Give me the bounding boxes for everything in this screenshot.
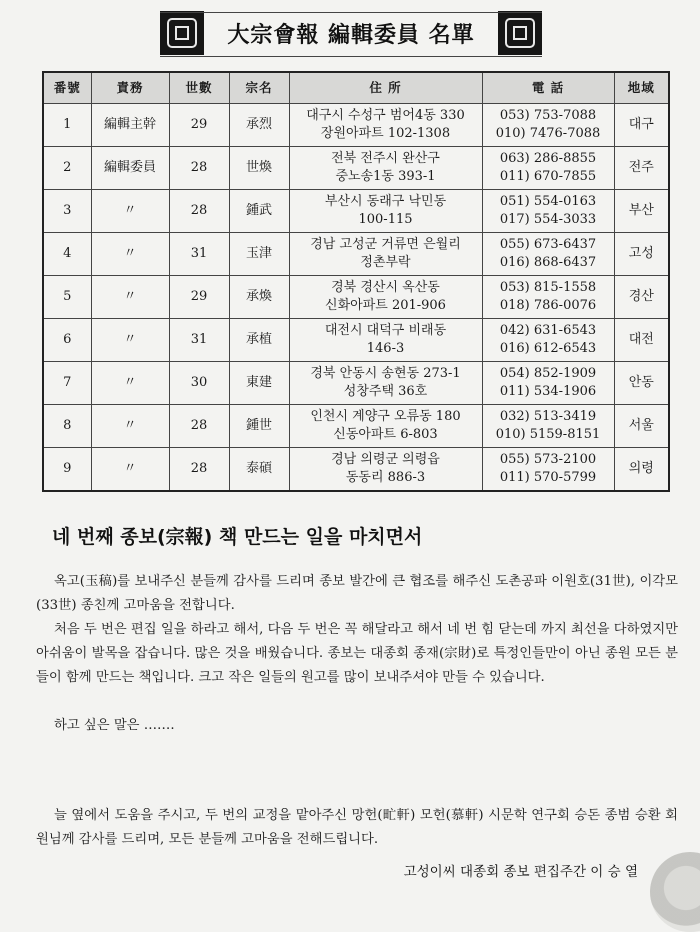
- cell-generation: 31: [169, 319, 229, 362]
- cell-generation: 31: [169, 233, 229, 276]
- header-generation: 世數: [169, 72, 229, 104]
- cell-address-line-1: 경남 의령군 의령읍: [331, 452, 440, 467]
- cell-address-line-1: 전북 전주시 완산구: [331, 151, 440, 166]
- cell-number: 8: [43, 405, 91, 448]
- cell-generation: 30: [169, 362, 229, 405]
- cell-number: 9: [43, 448, 91, 492]
- cell-region: 대구: [614, 104, 669, 147]
- cell-clan-name: 玉津: [229, 233, 289, 276]
- cell-address: [289, 448, 482, 492]
- cell-address: [289, 362, 482, 405]
- article-paragraph-4-text: 늘 옆에서 도움을 주시고, 두 번의 교정을 맡아주신 망헌(甿軒) 모헌(慕軒) 시문학 연구회 승돈 종범 승환 회원님께 감사를 드리며, 모든 분들께 고마움을 전해드립니다.: [36, 808, 678, 847]
- cell-phone-line-2: 011) 670-7855: [499, 169, 597, 184]
- table-row: [43, 104, 669, 147]
- cell-role: 〃: [91, 276, 169, 319]
- cell-phone-line-1: 054) 852-1909: [499, 366, 597, 381]
- cell-role: 編輯主幹: [91, 104, 169, 147]
- cell-address: [289, 405, 482, 448]
- cell-phone-line-2: 010) 7476-7088: [495, 126, 601, 141]
- cell-region: 경산: [614, 276, 669, 319]
- cell-address-line-2: 장원아파트 102-1308: [320, 126, 451, 141]
- article-title: 네 번째 종보(宗報) 책 만드는 일을 마치면서: [52, 526, 423, 548]
- cell-address-line-2: 146-3: [366, 341, 405, 356]
- cell-phone: [482, 190, 614, 233]
- cell-phone: [482, 147, 614, 190]
- cell-clan-name: 承烈: [229, 104, 289, 147]
- cell-region: 서울: [614, 405, 669, 448]
- cell-phone-line-1: 053) 815-1558: [499, 280, 597, 295]
- cell-address-line-1: 대전시 대덕구 비래동: [324, 323, 447, 338]
- cell-region: 안동: [614, 362, 669, 405]
- cell-clan-name: 世煥: [229, 147, 289, 190]
- header-role: 責務: [91, 72, 169, 104]
- cell-role: 〃: [91, 319, 169, 362]
- header-phone: 電 話: [482, 72, 614, 104]
- lattice-ornament-icon: [498, 11, 542, 55]
- cell-address: [289, 147, 482, 190]
- cell-phone-line-1: 055) 673-6437: [499, 237, 597, 252]
- table-row: [43, 362, 669, 405]
- table-row: [43, 233, 669, 276]
- article-paragraph-4: [36, 804, 678, 852]
- cell-region: 전주: [614, 147, 669, 190]
- table-row: [43, 319, 669, 362]
- cell-address: [289, 276, 482, 319]
- cell-number: 5: [43, 276, 91, 319]
- cell-address: [289, 104, 482, 147]
- cell-phone: [482, 276, 614, 319]
- header-address: 住 所: [289, 72, 482, 104]
- cell-region: 부산: [614, 190, 669, 233]
- cell-generation: 28: [169, 190, 229, 233]
- lattice-ornament-icon: [160, 11, 204, 55]
- cell-phone-line-1: 055) 573-2100: [499, 452, 597, 467]
- cell-phone-line-2: 011) 570-5799: [499, 470, 597, 485]
- editor-signature: 고성이씨 대종회 종보 편집주간 이 승 열: [403, 864, 638, 880]
- cell-address-line-2: 성창주택 36호: [343, 384, 428, 399]
- cell-number: 4: [43, 233, 91, 276]
- roster-title: 大宗會報 編輯委員 名單: [227, 22, 475, 48]
- cell-region: 대전: [614, 319, 669, 362]
- cell-phone: [482, 362, 614, 405]
- cell-generation: 29: [169, 276, 229, 319]
- cell-phone-line-1: 032) 513-3419: [499, 409, 597, 424]
- cell-number: 2: [43, 147, 91, 190]
- article-paragraph-3: [36, 714, 678, 738]
- cell-region: 고성: [614, 233, 669, 276]
- cell-phone-line-2: 010) 5159-8151: [495, 427, 601, 442]
- cell-phone: [482, 448, 614, 492]
- cell-address-line-1: 인천시 계양구 오류동 180: [310, 409, 461, 424]
- cell-phone-line-2: 011) 534-1906: [499, 384, 597, 399]
- article-paragraph-2: [36, 618, 678, 690]
- cell-clan-name: 泰碩: [229, 448, 289, 492]
- cell-clan-name: 鍾武: [229, 190, 289, 233]
- cell-address-line-2: 신동아파트 6-803: [333, 427, 438, 442]
- header-clan-name: 宗名: [229, 72, 289, 104]
- banner-bottom-rule: [160, 56, 542, 57]
- banner-top-rule: [160, 12, 542, 13]
- cell-generation: 29: [169, 104, 229, 147]
- cell-phone-line-1: 042) 631-6543: [499, 323, 597, 338]
- cell-phone-line-2: 017) 554-3033: [499, 212, 597, 227]
- cell-phone-line-2: 016) 868-6437: [499, 255, 597, 270]
- cell-region: 의령: [614, 448, 669, 492]
- teacup-decoration: [650, 852, 700, 932]
- cell-phone: [482, 405, 614, 448]
- cell-phone-line-2: 018) 786-0076: [499, 298, 597, 313]
- title-banner: [160, 10, 542, 56]
- cell-address-line-2: 신화아파트 201-906: [325, 298, 446, 313]
- cell-phone-line-2: 016) 612-6543: [499, 341, 597, 356]
- cell-role: 〃: [91, 233, 169, 276]
- cell-phone-line-1: 051) 554-0163: [499, 194, 597, 209]
- cell-address-line-2: 100-115: [358, 212, 413, 227]
- cell-address-line-2: 정촌부락: [360, 255, 411, 270]
- editorial-committee-table: [42, 71, 670, 492]
- cell-address-line-1: 경북 안동시 송현동 273-1: [310, 366, 461, 381]
- cell-number: 3: [43, 190, 91, 233]
- header-number: 番號: [43, 72, 91, 104]
- table-row: [43, 147, 669, 190]
- cell-number: 6: [43, 319, 91, 362]
- cell-clan-name: 鍾世: [229, 405, 289, 448]
- cell-generation: 28: [169, 405, 229, 448]
- cell-address-line-1: 부산시 동래구 낙민동: [324, 194, 447, 209]
- cell-role: 〃: [91, 405, 169, 448]
- cell-phone-line-1: 063) 286-8855: [499, 151, 597, 166]
- cell-clan-name: 承植: [229, 319, 289, 362]
- cell-address-line-1: 경남 고성군 거류면 은월리: [310, 237, 461, 252]
- table-row: [43, 276, 669, 319]
- cell-role: 〃: [91, 362, 169, 405]
- cell-clan-name: 承煥: [229, 276, 289, 319]
- table-row: [43, 190, 669, 233]
- article-paragraph-1: [36, 570, 678, 618]
- article-paragraph-2-text: 처음 두 번은 편집 일을 하라고 해서, 다음 두 번은 꼭 해달라고 해서 네 번 힘 닫는데 까지 최선을 다하였지만 아쉬움이 발목을 잡습니다. 많은 것을 배웠습니다. 종보는 대종회 종재(宗財)로 특정인들만이 아닌 종원 모든 분들이 함께 만드는 책입니다. 크고 작은 일들의 원고를 많이 보내주셔야 만들 수 있습니다.: [36, 622, 679, 685]
- table-row: [43, 405, 669, 448]
- cell-generation: 28: [169, 147, 229, 190]
- table-row: [43, 448, 669, 492]
- header-region: 地域: [614, 72, 669, 104]
- cell-address: [289, 319, 482, 362]
- cell-phone: [482, 319, 614, 362]
- cell-address-line-1: 대구시 수성구 범어4동 330: [306, 108, 465, 123]
- cell-number: 1: [43, 104, 91, 147]
- cell-clan-name: 東建: [229, 362, 289, 405]
- cell-address: [289, 190, 482, 233]
- article-paragraph-1-text: 옥고(玉稿)를 보내주신 분들께 감사를 드리며 종보 발간에 큰 협조를 해주신 도촌공파 이원호(31世), 이각모(33世) 종친께 고마움을 전합니다.: [36, 574, 678, 613]
- cell-generation: 28: [169, 448, 229, 492]
- cell-address: [289, 233, 482, 276]
- cell-phone-line-1: 053) 753-7088: [499, 108, 597, 123]
- cell-address-line-2: 중노송1동 393-1: [335, 169, 436, 184]
- cell-address-line-1: 경북 경산시 옥산동: [331, 280, 440, 295]
- cell-address-line-2: 동동리 886-3: [345, 470, 426, 485]
- cell-role: 〃: [91, 448, 169, 492]
- cell-phone: [482, 233, 614, 276]
- table-header-row: [43, 72, 669, 104]
- cell-role: 編輯委員: [91, 147, 169, 190]
- cell-number: 7: [43, 362, 91, 405]
- article-paragraph-3-text: 하고 싶은 말은 …….: [54, 718, 175, 733]
- cell-phone: [482, 104, 614, 147]
- cell-role: 〃: [91, 190, 169, 233]
